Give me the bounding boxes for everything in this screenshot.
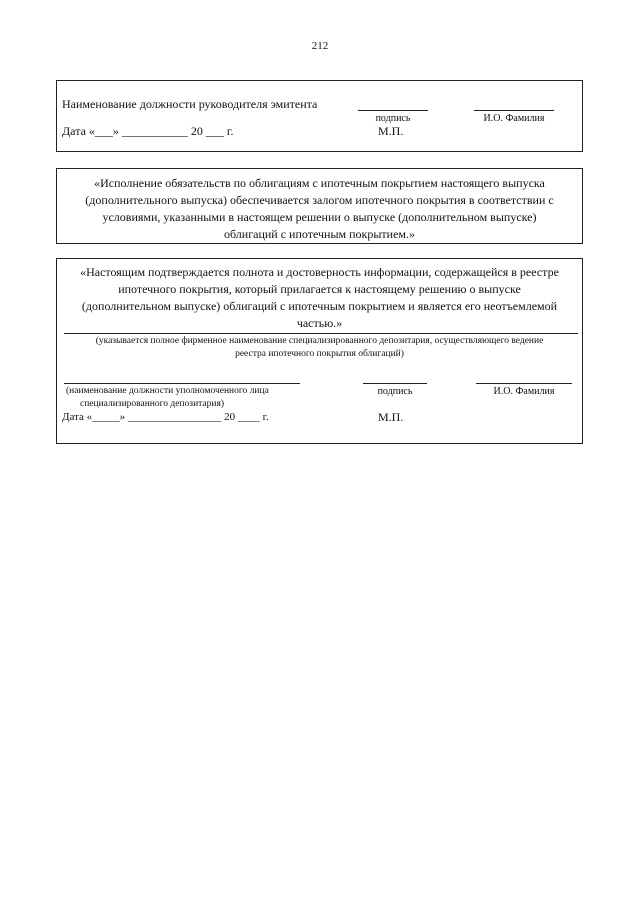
depositary-stamp-label: М.П.: [378, 410, 404, 424]
depositary-signature-label: подпись: [377, 386, 413, 397]
issuer-signature-label: подпись: [375, 113, 411, 124]
issuer-date-line: Дата «___» ___________ 20 ___ г.: [62, 124, 234, 138]
confirmation-line: частью.»: [296, 316, 343, 330]
confirmation-line: ипотечного покрытия, который прилагается к настоящему решению о выпуске: [118, 282, 521, 296]
clause-line: условиями, указанными в настоящем решении о выпуске (дополнительном выпуске): [102, 210, 537, 224]
depositary-name-caption: (указывается полное фирменное наименование специализированного депозитария, осуществляющего ведение: [95, 336, 544, 346]
depositary-date-line: Дата «_____» _________________ 20 ____ г.: [62, 411, 269, 423]
issuer-name-label: И.О. Фамилия: [483, 113, 545, 124]
clause-line: «Исполнение обязательств по облигациям с ипотечным покрытием настоящего выпуска: [94, 176, 545, 190]
depositary-position-caption: (наименование должности уполномоченного лица: [66, 386, 269, 396]
clause-line: облигаций с ипотечным покрытием.»: [223, 227, 416, 241]
depositary-position-line: [64, 383, 300, 384]
depositary-position-caption: специализированного депозитария): [80, 399, 224, 409]
issuer-signature-line: [358, 110, 428, 111]
depositary-name-label: И.О. Фамилия: [493, 386, 555, 397]
issuer-position-label: Наименование должности руководителя эмитента: [62, 97, 318, 111]
depositary-name-caption: реестра ипотечного покрытия облигаций): [235, 349, 404, 359]
depositary-signature-line: [363, 383, 427, 384]
confirmation-line: (дополнительном выпуске) облигаций с ипотечным покрытием и является его неотъемлемой: [81, 299, 558, 313]
clause-line: (дополнительного выпуска) обеспечивается залогом ипотечного покрытия в соответствии с: [85, 193, 554, 207]
depositary-name-sign-line: [476, 383, 572, 384]
depositary-name-line: [64, 333, 578, 334]
issuer-stamp-label: М.П.: [378, 124, 404, 138]
confirmation-line: «Настоящим подтверждается полнота и достоверность информации, содержащейся в реестре: [80, 265, 559, 279]
issuer-name-line: [474, 110, 554, 111]
page-number: 212: [311, 40, 329, 52]
